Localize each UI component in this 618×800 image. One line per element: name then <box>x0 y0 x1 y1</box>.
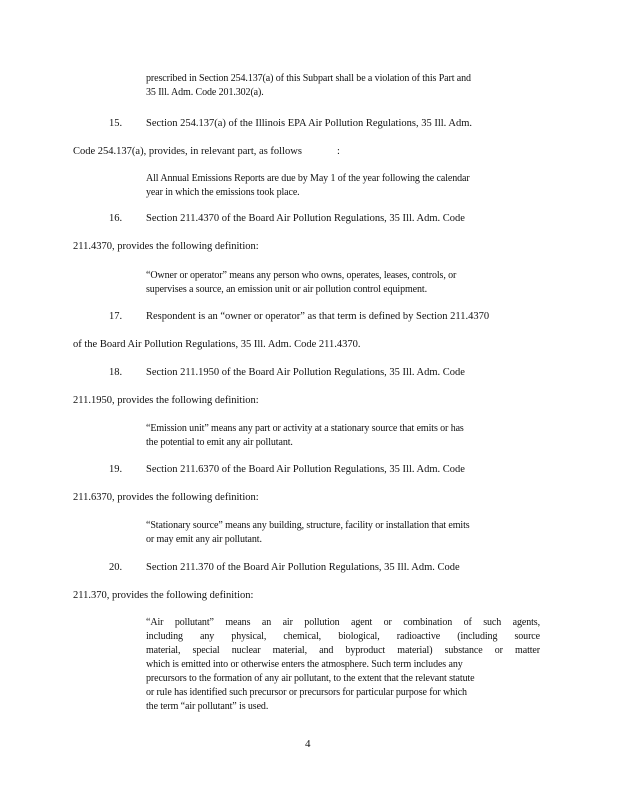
block-quote-line: material, special nuclear material, and byproduct material) substance or matter <box>146 645 540 656</box>
paragraph-text: Section 211.1950 of the Board Air Pollution Regulations, 35 Ill. Adm. Code <box>146 367 465 378</box>
paragraph-number: 19. <box>109 464 123 475</box>
block-quote-line: which is emitted into or otherwise enters the atmosphere. Such term includes any <box>146 659 463 670</box>
paragraph-number: 17. <box>109 311 123 322</box>
block-quote-line: the potential to emit any air pollutant. <box>146 437 293 448</box>
block-quote-line: “Owner or operator” means any person who owns, operates, leases, controls, or <box>146 270 457 281</box>
block-quote-line: precursors to the formation of any air pollutant, to the extent that the relevant statute <box>146 673 475 684</box>
paragraph-text: Section 211.6370 of the Board Air Pollution Regulations, 35 Ill. Adm. Code <box>146 464 465 475</box>
paragraph-text: 211.1950, provides the following definition: <box>73 395 259 406</box>
paragraph-number: 18. <box>109 367 123 378</box>
paragraph-text: of the Board Air Pollution Regulations, 35 Ill. Adm. Code 211.4370. <box>73 339 361 350</box>
block-quote-line: or may emit any air pollutant. <box>146 534 262 545</box>
paragraph-text: 211.6370, provides the following definition: <box>73 492 259 503</box>
paragraph-colon: : <box>337 146 340 157</box>
block-quote-line: the term “air pollutant” is used. <box>146 701 269 712</box>
paragraph-text: Section 254.137(a) of the Illinois EPA Air Pollution Regulations, 35 Ill. Adm. <box>146 118 472 129</box>
block-quote-line: including any physical, chemical, biological, radioactive (including source <box>146 631 540 642</box>
paragraph-number: 15. <box>109 118 123 129</box>
quote-continuation-line: 35 Ill. Adm. Code 201.302(a). <box>146 87 264 98</box>
page-number: 4 <box>305 738 311 750</box>
block-quote-line: “Air pollutant” means an air pollution agent or combination of such agents, <box>146 617 540 628</box>
paragraph-text: 211.370, provides the following definition: <box>73 590 254 601</box>
paragraph-text: Section 211.4370 of the Board Air Pollution Regulations, 35 Ill. Adm. Code <box>146 213 465 224</box>
block-quote-line: “Stationary source” means any building, structure, facility or installation that emits <box>146 520 470 531</box>
paragraph-number: 16. <box>109 213 123 224</box>
block-quote-line: “Emission unit” means any part or activity at a stationary source that emits or has <box>146 423 464 434</box>
paragraph-text: 211.4370, provides the following definition: <box>73 241 259 252</box>
paragraph-text: Section 211.370 of the Board Air Pollution Regulations, 35 Ill. Adm. Code <box>146 562 460 573</box>
paragraph-text: Code 254.137(a), provides, in relevant part, as follows <box>73 146 302 157</box>
quote-continuation-line: prescribed in Section 254.137(a) of this Subpart shall be a violation of this Part and <box>146 73 471 84</box>
block-quote-line: All Annual Emissions Reports are due by May 1 of the year following the calendar <box>146 173 470 184</box>
block-quote-line: supervises a source, an emission unit or air pollution control equipment. <box>146 284 427 295</box>
block-quote-line: year in which the emissions took place. <box>146 187 300 198</box>
paragraph-text: Respondent is an “owner or operator” as that term is defined by Section 211.4370 <box>146 311 490 322</box>
paragraph-number: 20. <box>109 562 123 573</box>
block-quote-line: or rule has identified such precursor or precursors for particular purpose for which <box>146 687 467 698</box>
